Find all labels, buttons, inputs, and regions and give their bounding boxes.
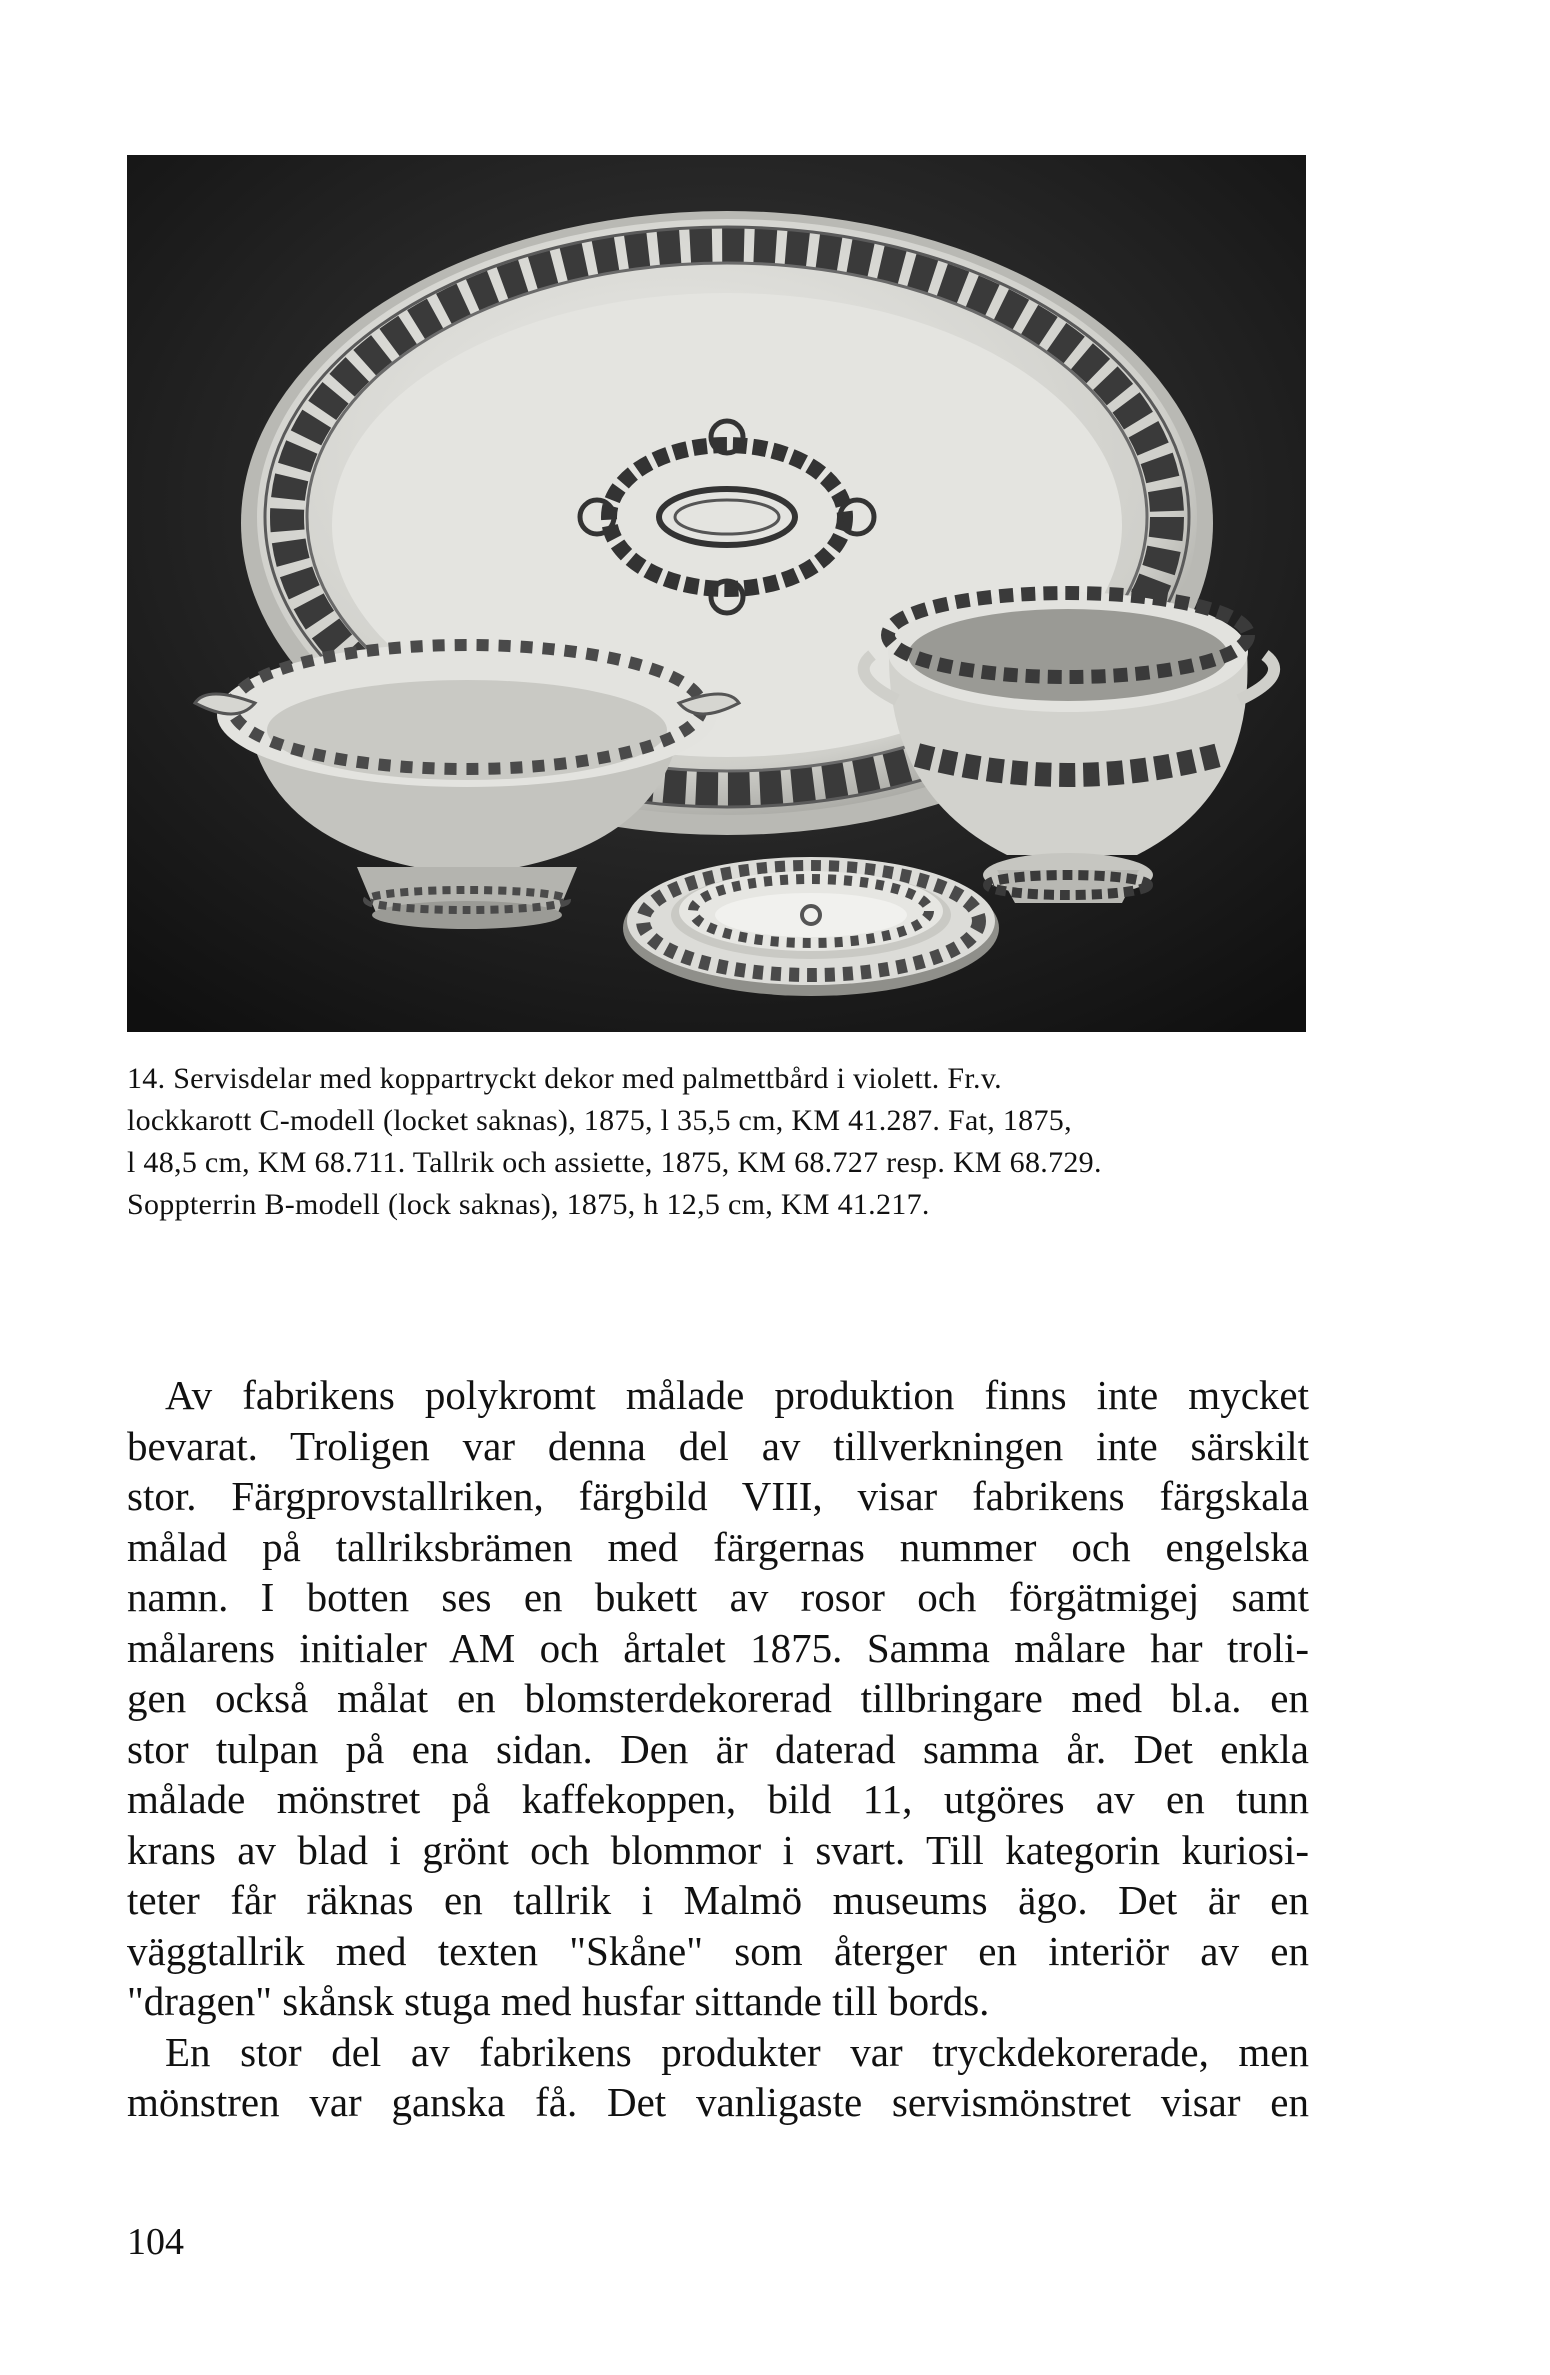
text-line: stor tulpan på ena sidan. Den är daterad samma år. Det enkla xyxy=(127,1725,1309,1772)
page-number: 104 xyxy=(127,2221,184,2263)
text-line: målad på tallriksbrämen med färgernas nummer och engelska xyxy=(127,1523,1309,1570)
text-line: målade mönstret på kaffekoppen, bild 11, utgöres av en tunn xyxy=(127,1776,1309,1822)
text-line: krans av blad i grönt och blommor i svart. Till kategorin kuriosi- xyxy=(127,1826,1309,1873)
paragraph xyxy=(127,2027,1309,2128)
paragraph xyxy=(127,1370,1309,2027)
plates xyxy=(623,857,999,996)
body-text xyxy=(127,1370,1309,2128)
text-line: väggtallrik med texten "Skåne" som återger en interiör av en xyxy=(127,1927,1309,1974)
caption-line: l 48,5 cm, KM 68.711. Tallrik och assiette, 1875, KM 68.727 resp. KM 68.729. xyxy=(127,1146,1102,1179)
text-line: Av fabrikens polykromt målade produktion finns inte mycket xyxy=(165,1372,1309,1418)
text-line: "dragen" skånsk stuga med husfar sittande till bords. xyxy=(127,1978,990,2024)
caption-line: Soppterrin B-modell (lock saknas), 1875, h 12,5 cm, KM 41.217. xyxy=(127,1188,930,1221)
text-line: En stor del av fabrikens produkter var tryckdekorerade, men xyxy=(165,2028,1309,2075)
figure-caption xyxy=(127,1058,1306,1226)
text-line: namn. I botten ses en bukett av rosor och förgätmigej samt xyxy=(127,1574,1309,1620)
text-line: stor. Färgprovstallriken, färgbild VIII, visar fabrikens färgskala xyxy=(127,1473,1309,1519)
text-line: målarens initialer AM och årtalet 1875. Samma målare har troli- xyxy=(127,1624,1309,1671)
tableware-illustration xyxy=(127,155,1306,1032)
caption-line: 14. Servisdelar med koppartryckt dekor med palmettbård i violett. Fr.v. xyxy=(127,1062,1002,1095)
caption-line: lockkarott C-modell (locket saknas), 1875, l 35,5 cm, KM 41.287. Fat, 1875, xyxy=(127,1104,1072,1137)
text-line: bevarat. Troligen var denna del av tillverkningen inte särskilt xyxy=(127,1422,1309,1469)
text-line: teter får räknas en tallrik i Malmö museums ägo. Det är en xyxy=(127,1877,1309,1923)
text-line: mönstren var ganska få. Det vanligaste servismönstret visar en xyxy=(127,2079,1309,2125)
photograph-tableware xyxy=(127,155,1306,1032)
text-line: gen också målat en blomsterdekorerad tillbringare med bl.a. en xyxy=(127,1675,1309,1721)
